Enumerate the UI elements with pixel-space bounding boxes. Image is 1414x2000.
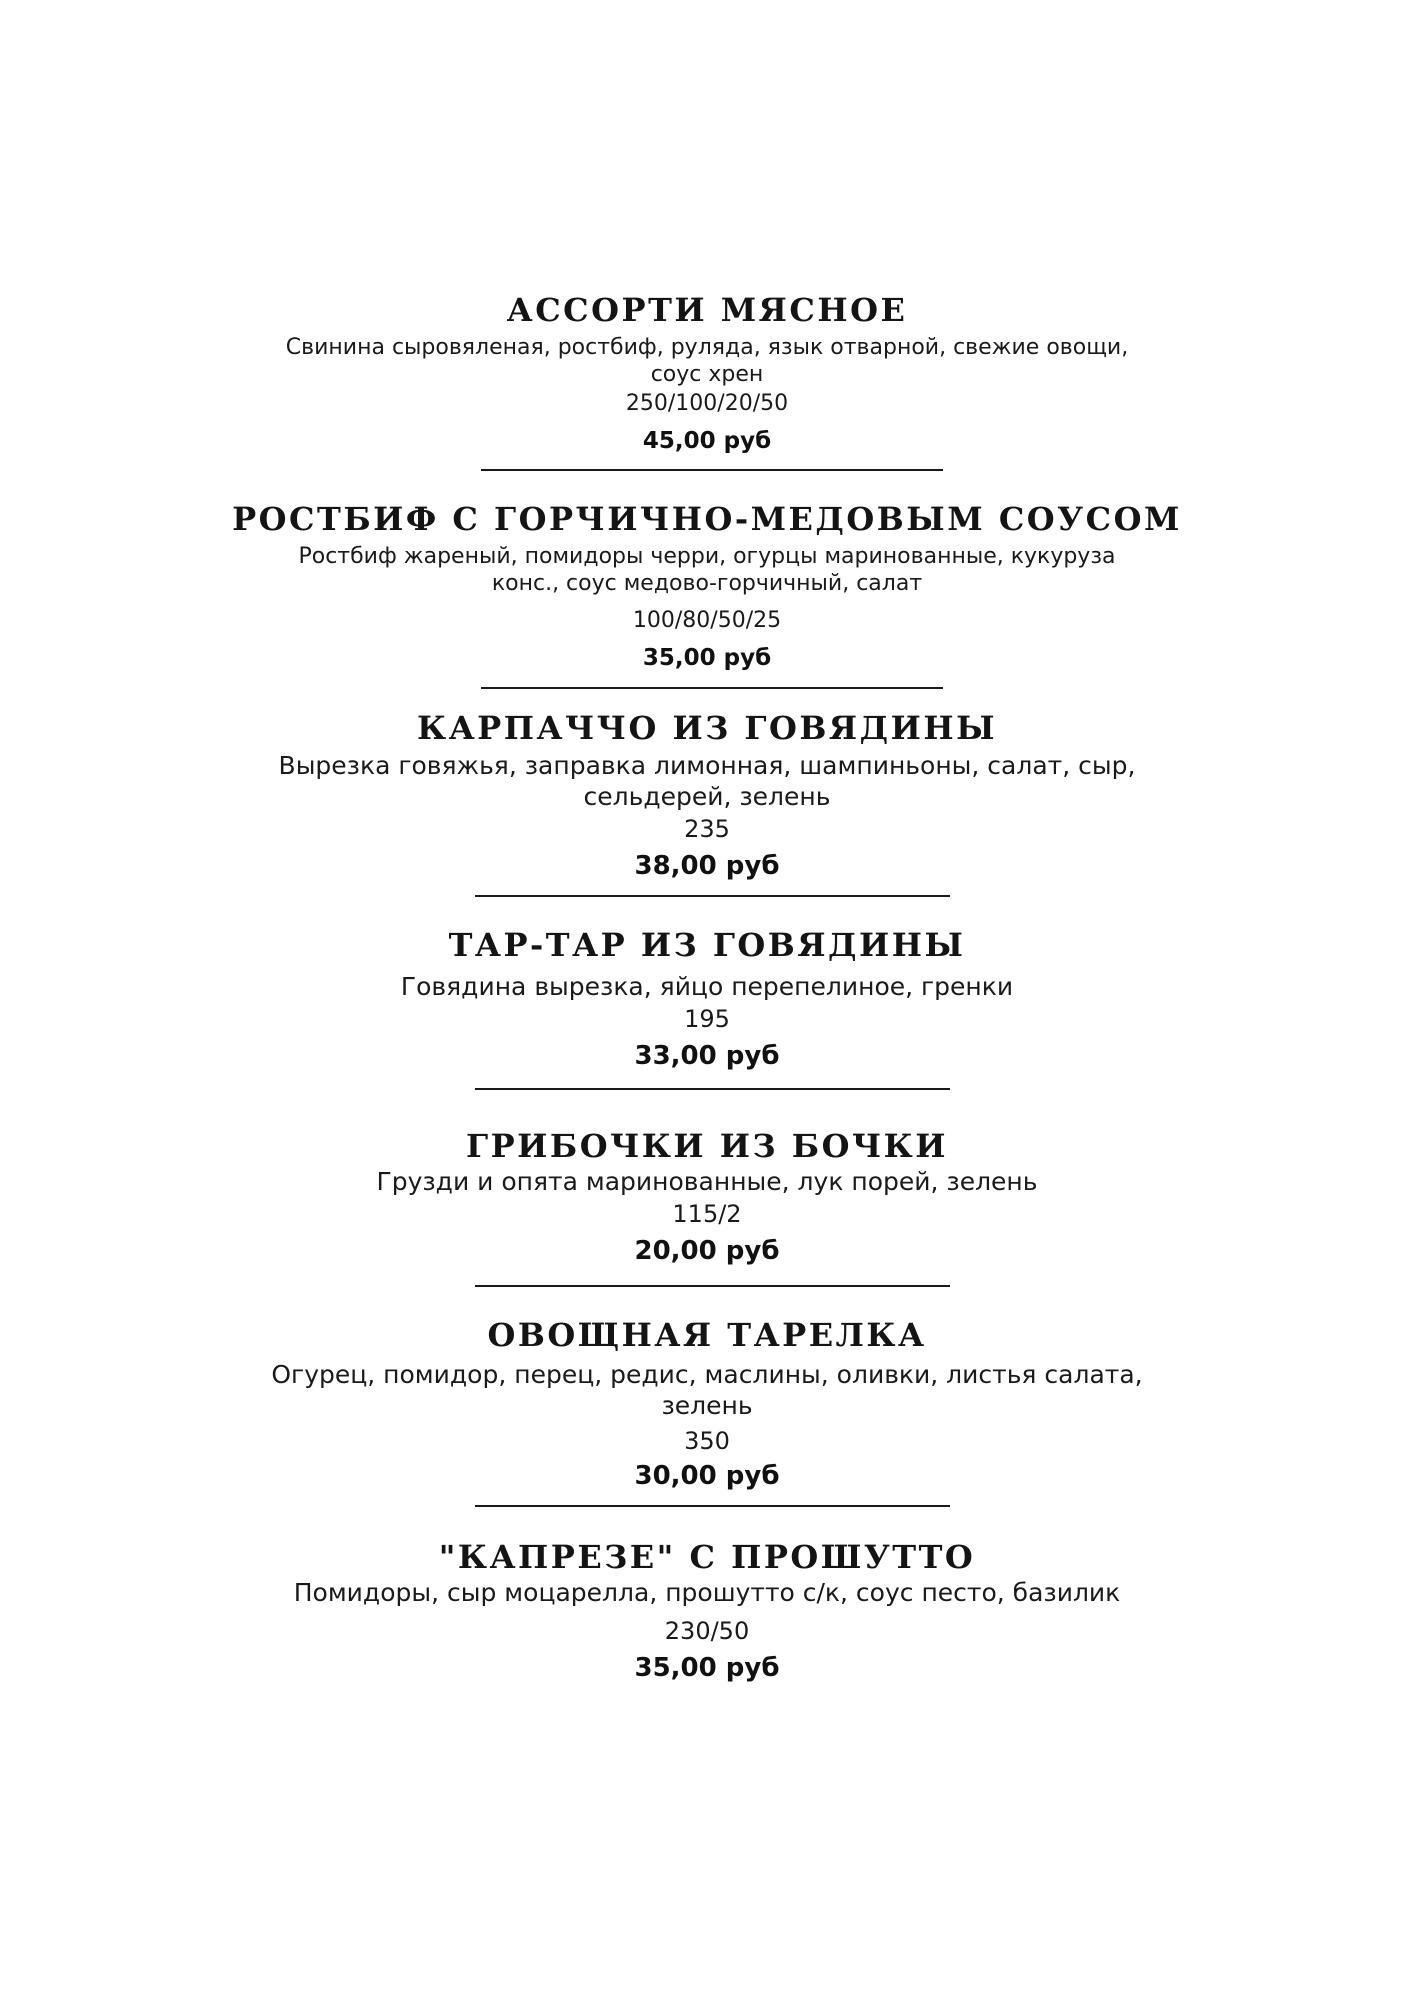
dish-title: "КАПРЕЗЕ" С ПРОШУТТО	[438, 1538, 976, 1576]
menu-item	[0, 708, 1414, 881]
dish-title: АССОРТИ МЯСНОЕ	[506, 291, 908, 329]
dish-title: ОВОЩНАЯ ТАРЕЛКА	[487, 1316, 927, 1354]
dish-description-line: Помидоры, сыр моцарелла, прошутто с/к, соус песто, базилик	[293, 1578, 1121, 1607]
menu-item	[0, 499, 1414, 673]
menu-item	[0, 1537, 1414, 1683]
divider	[475, 1285, 950, 1287]
menu-item	[0, 1126, 1414, 1266]
dish-weight: 100/80/50/25	[632, 608, 782, 633]
divider	[481, 469, 943, 471]
dish-description-line: Грузди и опята маринованные, лук порей, зелень	[376, 1167, 1038, 1196]
dish-description-line: Огурец, помидор, перец, редис, маслины, оливки, листья салата,	[271, 1360, 1143, 1389]
divider	[475, 1505, 950, 1507]
dish-description-line: сельдерей, зелень	[583, 782, 831, 811]
dish-description	[257, 1359, 1157, 1421]
dish-description	[257, 334, 1157, 388]
dish-description-line: конс., соус медово-горчичный, салат	[491, 571, 923, 596]
dish-price: 30,00 руб	[634, 1461, 780, 1491]
dish-description	[257, 971, 1157, 1002]
dish-title: ГРИБОЧКИ ИЗ БОЧКИ	[465, 1127, 949, 1165]
dish-description-line: соус хрен	[650, 362, 764, 387]
dish-price: 45,00 руб	[642, 428, 772, 454]
divider	[481, 687, 943, 689]
divider	[475, 895, 950, 897]
dish-price: 38,00 руб	[634, 851, 780, 881]
menu-item	[0, 1315, 1414, 1491]
dish-title: РОСТБИФ С ГОРЧИЧНО-МЕДОВЫМ СОУСОМ	[232, 500, 1182, 538]
dish-description	[257, 750, 1157, 812]
dish-description-line: Ростбиф жареный, помидоры черри, огурцы маринованные, кукуруза	[298, 544, 1116, 569]
dish-description-line: Говядина вырезка, яйцо перепелиное, гренки	[400, 972, 1014, 1001]
dish-weight: 195	[684, 1005, 730, 1033]
dish-description-line: зелень	[661, 1391, 753, 1420]
dish-description	[257, 1166, 1157, 1197]
dish-price: 35,00 руб	[642, 645, 772, 671]
dish-weight: 235	[684, 815, 730, 843]
dish-weight: 230/50	[664, 1617, 750, 1645]
menu-item	[0, 925, 1414, 1071]
menu-item	[0, 290, 1414, 456]
divider	[475, 1088, 950, 1090]
dish-weight: 350	[684, 1427, 730, 1455]
dish-title: КАРПАЧЧО ИЗ ГОВЯДИНЫ	[416, 709, 998, 747]
dish-price: 35,00 руб	[634, 1653, 780, 1683]
dish-price: 33,00 руб	[634, 1041, 780, 1071]
dish-weight: 250/100/20/50	[625, 391, 789, 416]
dish-price: 20,00 руб	[634, 1236, 780, 1266]
dish-description-line: Вырезка говяжья, заправка лимонная, шампиньоны, салат, сыр,	[278, 751, 1136, 780]
dish-weight: 115/2	[672, 1200, 742, 1228]
dish-description	[257, 1577, 1157, 1608]
dish-description-line: Свинина сыровяленая, ростбиф, руляда, язык отварной, свежие овощи,	[285, 335, 1129, 360]
dish-description	[257, 543, 1157, 597]
dish-title: ТАР-ТАР ИЗ ГОВЯДИНЫ	[448, 926, 966, 964]
